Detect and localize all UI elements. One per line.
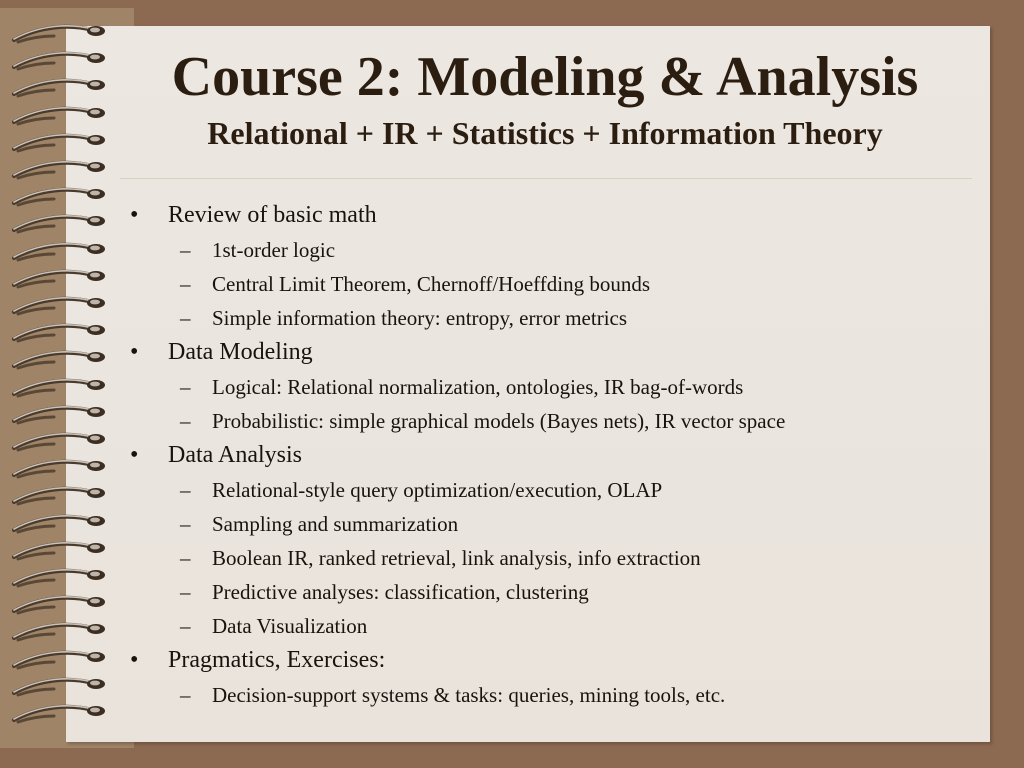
bullet-item xyxy=(130,643,980,678)
spiral-ring-icon xyxy=(0,131,112,153)
sub-bullet-item xyxy=(180,267,980,301)
spiral-ring-icon xyxy=(0,457,112,479)
slide-subtitle: Relational + IR + Statistics + Information Theory xyxy=(207,115,883,151)
spiral-ring-icon xyxy=(0,593,112,615)
spiral-ring-icon xyxy=(0,212,112,234)
sub-bullet-item xyxy=(180,404,980,438)
spiral-ring-icon xyxy=(0,348,112,370)
spiral-ring-icon xyxy=(0,430,112,452)
dash-marker: – xyxy=(180,272,191,296)
spiral-ring-icon xyxy=(0,22,112,44)
title-block xyxy=(120,44,970,152)
sub-bullet-text: Simple information theory: entropy, error metrics xyxy=(212,306,628,330)
sub-bullet-text: Relational-style query optimization/execution, OLAP xyxy=(212,478,663,502)
dash-marker: – xyxy=(180,409,191,433)
sub-bullet-text: Probabilistic: simple graphical models (Bayes nets), IR vector space xyxy=(212,409,786,433)
bullet-text: Pragmatics, Exercises: xyxy=(168,647,386,673)
bullet-marker: • xyxy=(130,442,139,468)
spiral-ring-icon xyxy=(0,49,112,71)
bullet-text: Data Modeling xyxy=(168,339,313,365)
sub-bullet-text: 1st-order logic xyxy=(212,238,336,262)
spiral-ring-icon xyxy=(0,376,112,398)
spiral-ring-icon xyxy=(0,512,112,534)
dash-marker: – xyxy=(180,238,191,262)
dash-marker: – xyxy=(180,614,191,638)
spiral-ring-icon xyxy=(0,648,112,670)
spiral-ring-icon xyxy=(0,294,112,316)
sub-bullet-item xyxy=(180,507,980,541)
bullet-list xyxy=(120,198,980,712)
spiral-binding-icon xyxy=(0,22,130,742)
dash-marker: – xyxy=(180,580,191,604)
spiral-ring-icon xyxy=(0,321,112,343)
spiral-ring-icon xyxy=(0,675,112,697)
spiral-ring-icon xyxy=(0,566,112,588)
spiral-ring-icon xyxy=(0,104,112,126)
sub-bullet-text: Sampling and summarization xyxy=(212,512,459,536)
spiral-ring-icon xyxy=(0,76,112,98)
sub-bullet-text: Predictive analyses: classification, clustering xyxy=(212,580,589,604)
bullet-marker: • xyxy=(130,202,139,228)
bullet-marker: • xyxy=(130,339,139,365)
spiral-ring-icon xyxy=(0,403,112,425)
sub-bullet-item xyxy=(180,473,980,507)
sub-bullet-text: Central Limit Theorem, Chernoff/Hoeffding bounds xyxy=(212,272,651,296)
spiral-ring-icon xyxy=(0,158,112,180)
sub-bullet-item xyxy=(180,678,980,712)
sub-bullet-item xyxy=(180,609,980,643)
spiral-ring-icon xyxy=(0,267,112,289)
dash-marker: – xyxy=(180,546,191,570)
bullet-item xyxy=(130,335,980,370)
title-divider xyxy=(120,178,972,179)
bullet-marker: • xyxy=(130,647,139,673)
sub-bullet-text: Data Visualization xyxy=(212,614,368,638)
bullet-item xyxy=(130,198,980,233)
spiral-ring-icon xyxy=(0,539,112,561)
dash-marker: – xyxy=(180,683,191,707)
sub-bullet-item xyxy=(180,575,980,609)
sub-bullet-text: Decision-support systems & tasks: queries, mining tools, etc. xyxy=(212,683,726,707)
bullet-text: Data Analysis xyxy=(168,442,302,468)
slide-title: Course 2: Modeling & Analysis xyxy=(171,46,919,108)
spiral-ring-icon xyxy=(0,185,112,207)
sub-bullet-item xyxy=(180,370,980,404)
spiral-ring-icon xyxy=(0,484,112,506)
bullet-item xyxy=(130,438,980,473)
sub-bullet-text: Logical: Relational normalization, ontologies, IR bag-of-words xyxy=(212,375,744,399)
dash-marker: – xyxy=(180,478,191,502)
sub-bullet-item xyxy=(180,541,980,575)
sub-bullet-item xyxy=(180,301,980,335)
sub-bullet-item xyxy=(180,233,980,267)
bullet-text: Review of basic math xyxy=(168,202,377,228)
spiral-ring-icon xyxy=(0,240,112,262)
spiral-ring-icon xyxy=(0,702,112,724)
dash-marker: – xyxy=(180,512,191,536)
dash-marker: – xyxy=(180,375,191,399)
sub-bullet-text: Boolean IR, ranked retrieval, link analysis, info extraction xyxy=(212,546,701,570)
dash-marker: – xyxy=(180,306,191,330)
spiral-ring-icon xyxy=(0,620,112,642)
